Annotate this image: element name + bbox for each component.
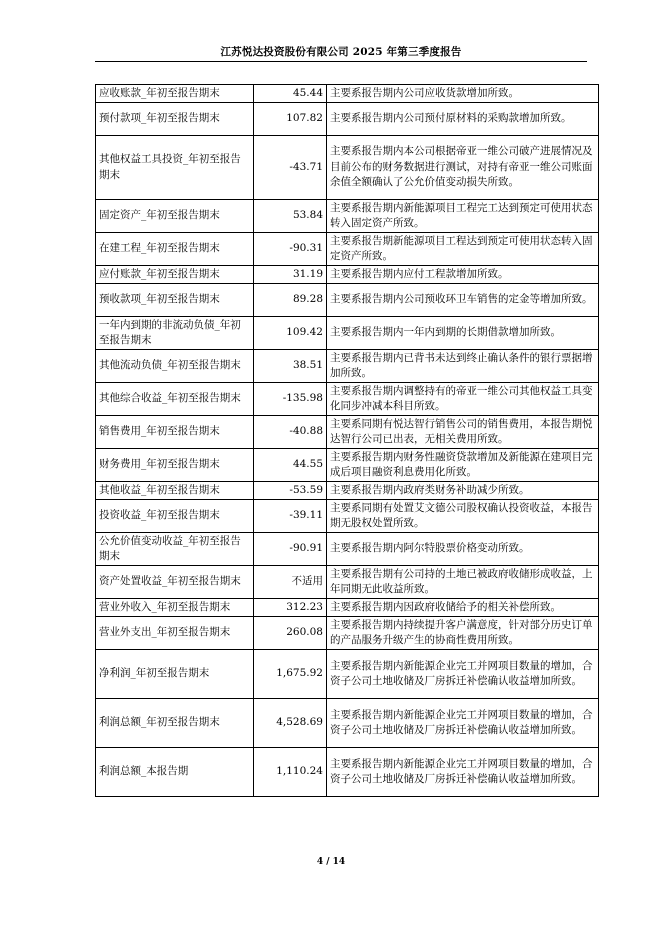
value-cell: 38.51 (254, 350, 327, 383)
reason-cell: 主要系报告期内因政府收储给予的相关补偿所致。 (327, 599, 599, 617)
reason-cell: 主要系报告期内新能源项目工程完工达到预定可使用状态转入固定资产所致。 (327, 200, 599, 233)
value-cell: 1,675.92 (254, 650, 327, 699)
table-row (96, 416, 599, 449)
table-row (96, 533, 599, 566)
value-cell: -40.88 (254, 416, 327, 449)
reason-cell: 主要系报告期内政府类财务补助减少所致。 (327, 482, 599, 500)
value-cell: -135.98 (254, 383, 327, 416)
table-row (96, 136, 599, 200)
reason-cell: 主要系报告期有公司持的土地已被政府收储形成收益，上年同期无此收益所致。 (327, 566, 599, 599)
table-row (96, 383, 599, 416)
table-row (96, 617, 599, 650)
item-cell: 净利润_年初至报告期末 (96, 650, 254, 699)
reason-cell: 主要系同期有悦达智行销售公司的销售费用，本报告期悦达智行公司已出表，无相关费用所致。 (327, 416, 599, 449)
table-row (96, 482, 599, 500)
value-cell: 107.82 (254, 103, 327, 136)
table-row (96, 85, 599, 103)
reason-cell: 主要系报告期内公司应收货款增加所致。 (327, 85, 599, 103)
table-row (96, 566, 599, 599)
reason-cell: 主要系报告期内调整持有的帝亚一维公司其他权益工具变化同步冲减本科目所致。 (327, 383, 599, 416)
reason-cell: 主要系报告期内公司预收环卫车销售的定金等增加所致。 (327, 284, 599, 317)
value-cell: 260.08 (254, 617, 327, 650)
table-row (96, 233, 599, 266)
reason-cell: 主要系报告期内公司预付原材料的采购款增加所致。 (327, 103, 599, 136)
item-cell: 应付账款_年初至报告期末 (96, 266, 254, 284)
table-row (96, 103, 599, 136)
item-cell: 财务费用_年初至报告期末 (96, 449, 254, 482)
table-row (96, 449, 599, 482)
reason-cell: 主要系报告期新能源项目工程达到预定可使用状态转入固定资产所致。 (327, 233, 599, 266)
item-cell: 利润总额_年初至报告期末 (96, 699, 254, 748)
table-row (96, 599, 599, 617)
table-row (96, 266, 599, 284)
item-cell: 其他流动负债_年初至报告期末 (96, 350, 254, 383)
item-cell: 营业外支出_年初至报告期末 (96, 617, 254, 650)
reason-cell: 主要系报告期内阿尔特股票价格变动所致。 (327, 533, 599, 566)
reason-cell: 主要系同期有处置艾文德公司股权确认投资收益，本报告期无股权处置所致。 (327, 500, 599, 533)
reason-cell: 主要系报告期内财务性融资贷款增加及新能源在建项目完成后项目融资利息费用化所致。 (327, 449, 599, 482)
item-cell: 应收账款_年初至报告期末 (96, 85, 254, 103)
table-row (96, 317, 599, 350)
value-cell: 44.55 (254, 449, 327, 482)
reason-cell: 主要系报告期内本公司根据帝亚一维公司破产进展情况及目前公布的财务数据进行测试，对持有帝亚一维公司账面余值全额确认了公允价值变动损失所致。 (327, 136, 599, 200)
value-cell: 1,110.24 (254, 748, 327, 797)
reason-cell: 主要系报告期内已背书未达到终止确认条件的银行票据增加所致。 (327, 350, 599, 383)
item-cell: 营业外收入_年初至报告期末 (96, 599, 254, 617)
table-row (96, 200, 599, 233)
item-cell: 预收款项_年初至报告期末 (96, 284, 254, 317)
change-reason-table (95, 84, 599, 797)
item-cell: 资产处置收益_年初至报告期末 (96, 566, 254, 599)
value-cell: 312.23 (254, 599, 327, 617)
value-cell: 不适用 (254, 566, 327, 599)
reason-cell: 主要系报告期内新能源企业完工并网项目数量的增加，合资子公司土地收储及厂房拆迁补偿确认收益增加所致。 (327, 650, 599, 699)
reason-cell: 主要系报告期内新能源企业完工并网项目数量的增加，合资子公司土地收储及厂房拆迁补偿确认收益增加所致。 (327, 699, 599, 748)
value-cell: 109.42 (254, 317, 327, 350)
value-cell: -39.11 (254, 500, 327, 533)
table-row (96, 350, 599, 383)
value-cell: 53.84 (254, 200, 327, 233)
value-cell: 89.28 (254, 284, 327, 317)
item-cell: 利润总额_本报告期 (96, 748, 254, 797)
item-cell: 在建工程_年初至报告期末 (96, 233, 254, 266)
table-row (96, 699, 599, 748)
table-body (96, 85, 599, 797)
page-number: 4 / 14 (316, 857, 346, 867)
value-cell: -90.91 (254, 533, 327, 566)
value-cell: 45.44 (254, 85, 327, 103)
item-cell: 一年内到期的非流动负债_年初至报告期末 (96, 317, 254, 350)
item-cell: 固定资产_年初至报告期末 (96, 200, 254, 233)
value-cell: 4,528.69 (254, 699, 327, 748)
item-cell: 公允价值变动收益_年初至报告期末 (96, 533, 254, 566)
item-cell: 预付款项_年初至报告期末 (96, 103, 254, 136)
reason-cell: 主要系报告期内新能源企业完工并网项目数量的增加，合资子公司土地收储及厂房拆迁补偿确认收益增加所致。 (327, 748, 599, 797)
item-cell: 其他综合收益_年初至报告期末 (96, 383, 254, 416)
reason-cell: 主要系报告期内持续提升客户满意度，针对部分历史订单的产品服务升级产生的协商性费用所致。 (327, 617, 599, 650)
table-row (96, 748, 599, 797)
value-cell: -53.59 (254, 482, 327, 500)
reason-cell: 主要系报告期内一年内到期的长期借款增加所致。 (327, 317, 599, 350)
table-row (96, 650, 599, 699)
value-cell: -90.31 (254, 233, 327, 266)
value-cell: 31.19 (254, 266, 327, 284)
table-row (96, 284, 599, 317)
document-header-title: 江苏悦达投资股份有限公司 2025 年第三季度报告 (220, 46, 462, 58)
item-cell: 其他收益_年初至报告期末 (96, 482, 254, 500)
item-cell: 销售费用_年初至报告期末 (96, 416, 254, 449)
item-cell: 投资收益_年初至报告期末 (96, 500, 254, 533)
reason-cell: 主要系报告期内应付工程款增加所致。 (327, 266, 599, 284)
item-cell: 其他权益工具投资_年初至报告期末 (96, 136, 254, 200)
value-cell: -43.71 (254, 136, 327, 200)
table-row (96, 500, 599, 533)
header-divider (95, 61, 587, 62)
